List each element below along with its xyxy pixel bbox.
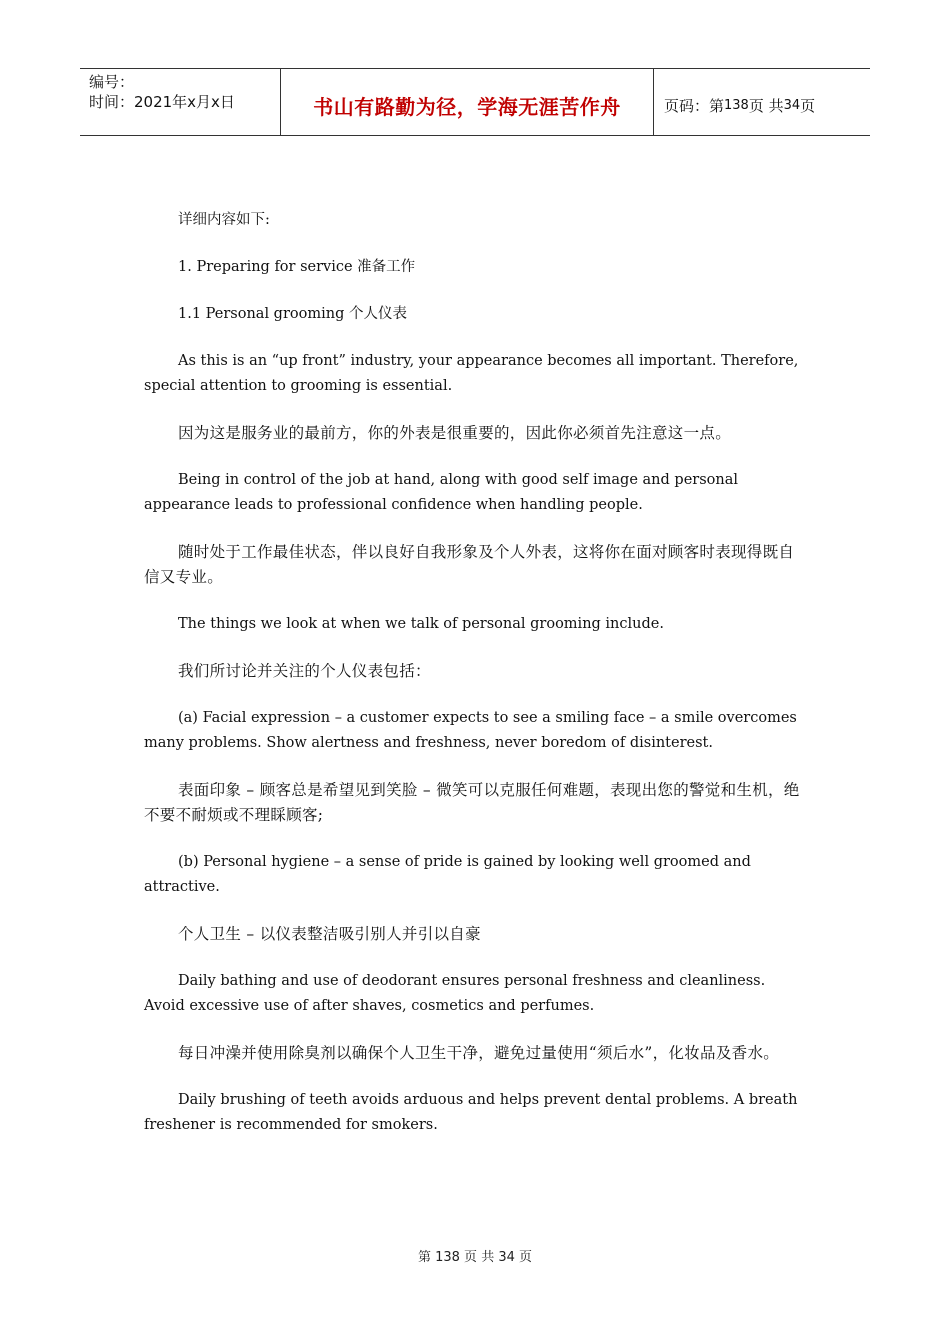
paragraph-zh: 随时处于工作最佳状态，伴以良好自我形象及个人外表，这将你在面对顾客时表现得既自信又专业。: [144, 543, 795, 586]
paragraph-en: As this is an “up front” industry, your appearance becomes all important. Therefore, special attention to grooming is essential.: [144, 353, 803, 394]
header-page-info: [654, 69, 870, 135]
paragraph-zh: 个人卫生 – 以仪表整洁吸引别人并引以自豪: [178, 925, 481, 943]
document-time-label: 时间：2021年x月x日: [89, 93, 235, 111]
page-suffix-label: 页: [800, 96, 816, 115]
subsection-heading: 1.1 Personal grooming 个人仪表: [178, 306, 407, 322]
paragraph-en: Being in control of the job at hand, along with good self image and personal appearance leads to professional confidence when handling people.: [144, 472, 743, 513]
page-total-number: 34: [783, 97, 801, 113]
paragraph-zh: 我们所讨论并关注的个人仪表包括：: [178, 662, 431, 680]
paragraph-en: Daily bathing and use of deodorant ensures personal freshness and cleanliness. Avoid excessive use of after shaves, cosmetics and perfumes.: [144, 973, 770, 1014]
paragraph-zh: 表面印象 – 顾客总是希望见到笑脸 – 微笑可以克服任何难题，表现出您的警觉和生机，绝不要不耐烦或不理睬顾客;: [144, 781, 800, 824]
page-footer: 第 138 页 共 34 页: [417, 1250, 533, 1265]
section-heading: 1. Preparing for service 准备工作: [178, 259, 416, 275]
header-meta: [80, 69, 281, 135]
document-body: [144, 208, 809, 1160]
paragraph-en: (a) Facial expression – a customer expects to see a smiling face – a smile overcomes many problems. Show alertness and freshness, never boredom of disinterest.: [144, 710, 802, 751]
page-mid-label: 页 共: [748, 96, 784, 115]
paragraph-en: Daily brushing of teeth avoids arduous and helps prevent dental problems. A breath freshener is recommended for smokers.: [144, 1092, 803, 1133]
document-number-label: 编号：: [89, 73, 135, 91]
paragraph-zh: 因为这是服务业的最前方，你的外表是很重要的，因此你必须首先注意这一点。: [178, 424, 732, 442]
paragraph-en: (b) Personal hygiene – a sense of pride is gained by looking well groomed and attractive.: [144, 854, 756, 895]
page-label: 页码：第: [664, 96, 725, 115]
intro-line: 详细内容如下:: [178, 212, 270, 228]
header-motto: 书山有路勤为径，学海无涯苦作舟: [281, 69, 654, 135]
page-header: [80, 68, 870, 136]
paragraph-zh: 每日冲澡并使用除臭剂以确保个人卫生干净，避免过量使用“须后水”，化妆品及香水。: [178, 1044, 780, 1062]
page-current-number: 138: [724, 97, 749, 113]
paragraph-en: The things we look at when we talk of personal grooming include.: [178, 616, 664, 632]
